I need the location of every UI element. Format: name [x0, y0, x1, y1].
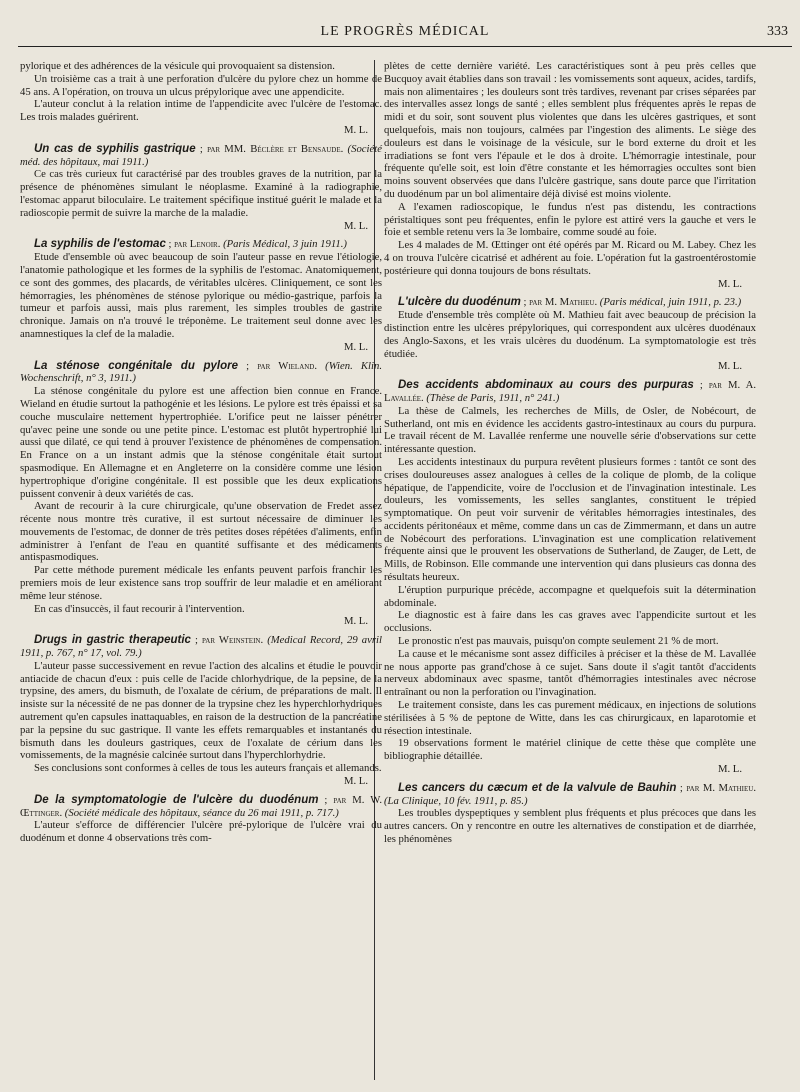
- article-title: Drugs in gastric therapeutic: [34, 634, 191, 647]
- article-source: (Thèse de Paris, 1911, n° 241.): [423, 391, 560, 404]
- paragraph: L'auteur s'efforce de différencier l'ulcère pré-pylorique de l'ulcère vrai du duodénum et donne 4 observations très com-: [20, 819, 382, 845]
- article-symptomatologie-ulcere: [20, 794, 382, 845]
- article-title: Un cas de syphilis gastrique: [34, 142, 196, 155]
- paragraph: L'éruption purpurique précède, accompagne et quelquefois suit la détermination abdominale.: [384, 583, 756, 609]
- article-source: (Wien. Klin. Wochenschrift, n° 3, 1911.): [20, 359, 383, 385]
- article-title: La syphilis de l'estomac: [34, 238, 166, 251]
- article-source: (Société médicale des hôpitaux, séance du 26 mai 1911, p. 717.): [62, 806, 339, 819]
- paragraph: Etude d'ensemble où avec beaucoup de soin l'auteur passe en revue l'étiologie, l'anatomie pathologique et les formes de la syphilis de l'estomac. Anatomiquement, ce sont des gommes, des placards, de véritables ulcères. Cliniquement, ce sont les hémorragies, les phénomènes de sténose pylorique ou médio-gastrique, parfois la tumeur et parfois aussi, mais plus rarement, les simples troubles de gastrite chronique. Jamais on n'a trouvé le tréponème. Le traitement seul donne avec les anamnestiques la clef de la maladie.: [20, 251, 382, 340]
- article-title: De la symptomatologie de l'ulcère du duodénum: [34, 793, 319, 806]
- article-heading: [20, 634, 382, 660]
- article-ulcere-duodenum: [384, 296, 756, 373]
- paragraph: Le diagnostic est à faire dans les cas graves avec l'appendicite surtout et les occlusions.: [384, 609, 756, 635]
- article-syphilis-gastrique: [20, 143, 382, 233]
- article-authors: ; par M. Mathieu.: [520, 296, 598, 309]
- paragraph: Etude d'ensemble très complète où M. Mathieu fait avec beaucoup de précision la distinction entre les ulcères prépyloriques, qui correspondent aux ulcères duodénaux des Anglo-Saxons, et les vrais ulcères du duodénum. La symptomatologie est très étudiée.: [384, 309, 756, 360]
- article-title: Des accidents abdominaux au cours des purpuras: [398, 379, 694, 392]
- article-source: (La Clinique, 10 fév. 1911, p. 85.): [384, 794, 528, 807]
- article-authors: ; par M. Mathieu.: [676, 781, 756, 794]
- paragraph: Ses conclusions sont conformes à celles de tous les auteurs français et allemands.: [34, 762, 382, 775]
- journal-title: LE PROGRÈS MÉDICAL: [320, 24, 490, 39]
- article-cancers-caecum: [384, 782, 756, 846]
- paragraph: Ce cas très curieux fut caractérisé par des troubles graves de la nutrition, par la présence de phénomènes simulant le néoplasme. Examiné à la radiographie, l'estomac apparut biloculaire. Le traitement spécifique institué guérit le malade et la radioscopie permit de suivre la marche de la maladie.: [20, 168, 382, 219]
- article-stenose-pylore: [20, 360, 382, 629]
- article-authors: ; par Weinstein.: [190, 634, 264, 647]
- article-source: (Paris Médical, 3 juin 1911.): [220, 238, 347, 251]
- paragraph: Les accidents intestinaux du purpura revêtent plusieurs formes : tantôt ce sont des crises douloureuses assez analogues à celles de la colique de plomb, de la colique hépatique, de l'appendicite, voire de l'occlusion et de l'invagination intestinale. Les douleurs, les vomissements, les selles sanglantes, constituent le trépied symptomatique. On peut voir survenir de véritables hémorragies intestinales, des accidents péritonéaux et même, comme dans un cas de Zimmermann, et dans un autre de Nobécourt des perforations. L'invagination est une complication relativement fréquente ainsi que le prouvent les observations de Sutherland, de Zauger, de Lett, de Mills, de Robinson. Elle commande une intervention qui dans plusieurs cas donna des résultats heureux.: [384, 455, 756, 584]
- paragraph: A l'examen radioscopique, le fundus n'est pas distendu, les contractions péristaltiques sont peu fréquentes, enfin le pylore est attiré vers la gauche et vers le foie et semble retenu vers la 3e lombaire, comme soudé au foie.: [384, 200, 756, 239]
- signature: M. L.: [717, 277, 742, 290]
- paragraph: La sténose congénitale du pylore est une affection bien connue en France. Wieland en étudie surtout la pathogénie et les lésions. Le pylore est très épaissi et sa couche musculaire nettement hypertrophiée. L'orifice peut ne laisser pénétrer qu'avec peine une sonde ou une petite pince. L'estomac est plutôt hypertrophié lui aussi que dilaté, ce qui tend à prouver l'existence de phénomènes de compensation. En France on a un instant admis que la sténose congénitale était surtout spasmodique. En Allemagne et en Angleterre on la considère comme une lésion hypertrophique d'origine congénitale. Il est possible que les deux explications puissent convenir à deux variétés de cas.: [20, 385, 382, 500]
- article-title: La sténose congénitale du pylore: [34, 359, 239, 372]
- paragraph: Les 4 malades de M. Œttinger ont été opérés par M. Ricard ou M. Labey. Chez les 4 on trouva l'ulcère cicatrisé et adhérent au foie. L'opération fut la gastroentérostomie postérieure qui donna toujours de bons résultats.: [384, 239, 756, 277]
- signature: M. L.: [717, 763, 742, 776]
- signature: M. L.: [343, 123, 368, 136]
- article-title: Les cancers du cæcum et de la valvule de Bauhin: [398, 781, 677, 794]
- article-heading: [20, 238, 382, 251]
- article-heading: [20, 143, 382, 169]
- signature: M. L.: [343, 615, 368, 628]
- article-source: (Paris médical, juin 1911, p. 23.): [597, 296, 742, 309]
- article-heading: [384, 379, 756, 405]
- paragraph: Avant de recourir à la cure chirurgicale, qu'une observation de Fredet assez récente nous montre très curative, il est surtout nécessaire de diminuer les mouvements de l'estomac, de donner de très petites doses répétées d'aliments, enfin administrer à l'enfant de l'eau en quantité suffisante et des médicaments antispasmodiques.: [20, 500, 382, 564]
- page-number: 333: [767, 24, 788, 39]
- paragraph: L'auteur passe successivement en revue l'action des alcalins et étudie le pouvoir antiacide de chacun d'eux : puis celle de l'acide chlorhydrique, de la pepsine, de la trypsine, des amers, du bismuth, de l'oxalate de cérium, de préparations de malt. Il insiste sur la nécessité de ne pas donner de la trypsine chez les hyperchlorhydriques autrement qu'en capsules inattaquables, en raison de la destruction de la pancréatine par la pepsine du suc gastrique. Il vante les effets remarquables et instantanés du bismuth dans les douleurs gastriques, ceux de l'oxalate de cérium dans les vomissements, de la magnésie calcinée surtout dans l'hyperchlorhydrie.: [20, 659, 382, 762]
- article-heading: [384, 296, 756, 309]
- paragraph: La cause et le mécanisme sont assez difficiles à préciser et la thèse de M. Lavallée ne nous apporte pas grand'chose à ce sujet. Sans doute il s'agit tantôt d'accidents nerveux abdominaux avec spasme, tantôt d'hémorragies intestinales avec nécrose entraînant ou non la perforation ou l'invagination.: [384, 647, 756, 699]
- paragraph: plètes de cette dernière variété. Les caractéristiques sont à peu près celles que Bucquoy avait établies dans son travail : les vomissements sont aqueux, acides, tardifs, mais non alimentaires ; les douleurs sont très tardives, revenant par crises séparées par des intervalles assez longs de santé ; elles semblent plus fréquentes après le repas de midi et du soir, sont souvent plus violentes que dans les ulcères gastriques, et sont quelquefois, mais non toujours, calmées par l'ingestion des aliments. Le siège des douleurs est dans le voisinage de la vésicule, sur le bord externe du droit et les irradiations se font vers l'épaule et le dos à droite. L'hémorragie intestinale, pour fréquente qu'elle soit, est loin d'être constante et les hémorragies occultes sont bien moins souvent observées que dans l'ulcère gastrique, sans doute parce que l'irritation du duodénum par un bol alimentaire déjà divisé est moins violente.: [384, 60, 756, 200]
- paragraph: En cas d'insuccès, il faut recourir à l'intervention.: [34, 602, 245, 615]
- paragraph: Les troubles dyspeptiques y semblent plus fréquents et plus précoces que dans les autres cancers. On y rencontre en outre les alternatives de constipation et de diarrhée, les phénomènes: [384, 807, 756, 846]
- article-authors: ; par Wieland.: [238, 359, 318, 372]
- page-header: [18, 24, 792, 47]
- paragraph: 19 observations forment le matériel clinique de cette thèse que complète une bibliographie détaillée.: [384, 737, 756, 763]
- article-syphilis-estomac: [20, 238, 382, 353]
- paragraph: pylorique et des adhérences de la vésicule qui provoquaient sa distension.: [20, 60, 335, 72]
- article-heading: [20, 794, 382, 820]
- article-source: (Medical Record, 29 avril 1911, p. 767, n° 17, vol. 79.): [20, 634, 382, 660]
- article-title: L'ulcère du duodénum: [398, 296, 521, 309]
- signature: M. L.: [343, 775, 368, 788]
- article-heading: [20, 360, 382, 386]
- article-source: (Société méd. des hôpitaux, mai 1911.): [20, 142, 382, 168]
- signature: M. L.: [343, 219, 368, 232]
- paragraph: Le pronostic n'est pas mauvais, puisqu'on compte seulement 21 % de mort.: [398, 635, 719, 648]
- left-column: [20, 60, 382, 845]
- signature: M. L.: [717, 360, 742, 373]
- article-authors: ; par Lenoir.: [165, 238, 221, 251]
- signature: M. L.: [343, 340, 368, 353]
- paragraph: La thèse de Calmels, les recherches de Mills, de Osler, de Nobécourt, de Sutherland, ont mis en évidence les accidents gastro-intestinaux au cours du purpura. Le travail récent de M. Lavallée renferme une nouvelle série d'observations sur cette intéressante question.: [384, 404, 756, 456]
- article-authors: ; par MM. Béclère et Bensaude.: [195, 142, 344, 155]
- paragraph: Le traitement consiste, dans les cas purement médicaux, en injections de solutions stérilisées à 5 % de peptone de Witte, dans les cas chirurgicaux, en laparotomie et résection intestinale.: [384, 699, 756, 737]
- article-heading: [384, 782, 756, 808]
- article-authors: ; par M. W. Œttinger.: [20, 793, 382, 819]
- paragraph: Par cette méthode purement médicale les enfants peuvent parfois franchir les premiers mois de leur existence sans trop souffrir de leur maladie et en améliorant même leur sténose.: [20, 564, 382, 602]
- paragraph: Un troisième cas a trait à une perforation d'ulcère du pylore chez un homme de 45 ans. A l'opération, on trouva un ulcus prépylorique avec une appendicite.: [20, 72, 382, 98]
- article-authors: ; par M. A. Lavallée.: [384, 379, 756, 404]
- paragraph: L'auteur conclut à la relation intime de l'appendicite avec l'ulcère de l'estomac. Les trois malades guérirent.: [20, 98, 382, 124]
- right-column: [384, 60, 756, 846]
- article-drugs-gastric: [20, 634, 382, 788]
- article-accidents-purpuras: [384, 379, 756, 776]
